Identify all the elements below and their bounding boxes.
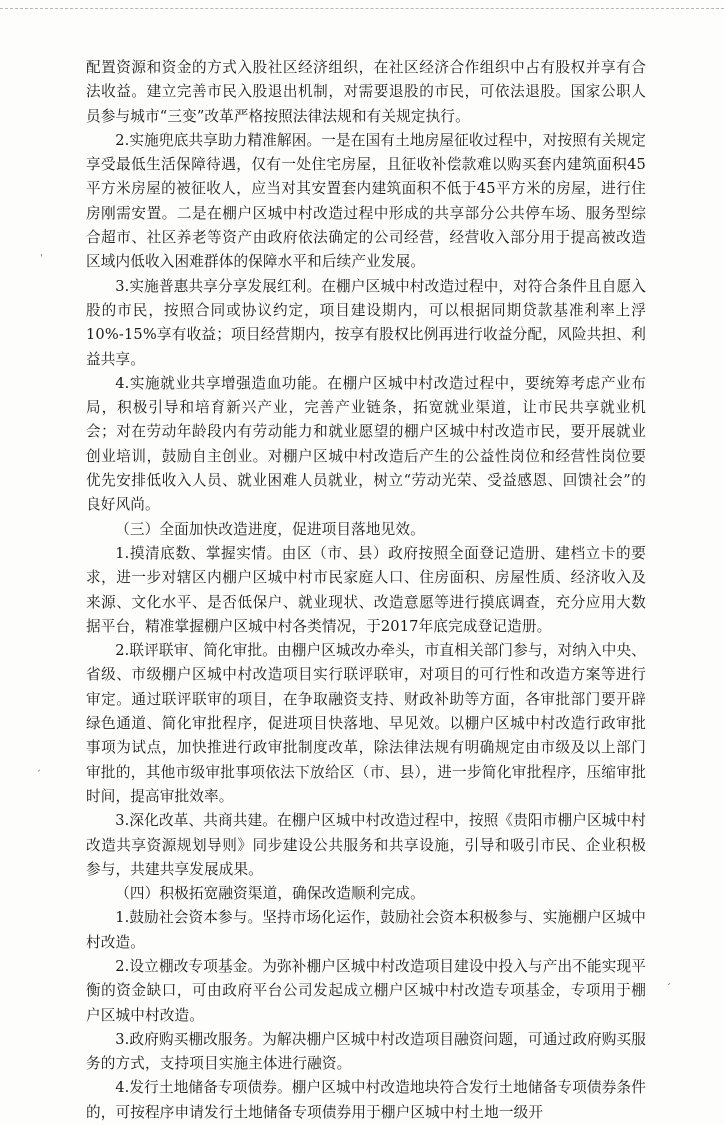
- paragraph-item-3-government-purchase: 3.政府购买棚改服务。为解决棚户区城中村改造项目融资问题，可通过政府购买服务的方式，支持项目实施主体进行融资。: [86, 1030, 646, 1073]
- document-page: [86, 56, 646, 1125]
- paragraph-item-4-special-bonds: 4.发行土地储备专项债券。棚户区城中村改造地块符合发行土地储备专项债券条件的，可按程序申请发行土地储备专项债券用于棚户区城中村土地一级开: [86, 1079, 646, 1121]
- paragraph-item-3-reform: 3.深化改革、共商共建。在棚户区城中村改造过程中，按照《贵阳市棚户区城中村改造共享资源规划导则》同步建设公共服务和共享设施，引导和吸引市民、企业积极参与，共建共享发展成果。: [86, 812, 646, 878]
- section-heading-3: （三）全面加快改造进度，促进项目落地见效。: [115, 520, 425, 538]
- paragraph-item-2-joint-review: 2.联评联审、简化审批。由棚户区城改办牵头，市直相关部门参与，对纳入中央、省级、市级棚户区城中村改造项目实行联评联审，对项目的可行性和改造方案等进行审定。通过联评联审的项目，在争取融资支持、财政补助等方面，各审批部门要开辟绿色通道、简化审批程序，促进项目快落地、早见效。以棚户区城中村改造行政审批事项为试点，加快推进行政审批制度改革，除法律法规有明确规定由市级及以上部门审批的，其他市级审批事项依法下放给区（市、县），进一步简化审批程序，压缩审批时间，提高审批效率。: [86, 642, 646, 805]
- paragraph-item-2-special-fund: 2.设立棚改专项基金。为弥补棚户区城中村改造项目建设中投入与产出不能实现平衡的资金缺口，可由政府平台公司发起成立棚户区城中村改造专项基金，专项用于棚户区城中村改造。: [86, 957, 646, 1024]
- paragraph-continuation: 配置资源和资金的方式入股社区经济组织，在社区经济合作组织中占有股权并享有合法收益。建立完善市民入股退出机制，对需要退股的市民，可依法退股。国家公职人员参与城市“三变”改革严格按照法律法规和有关规定执行。: [86, 59, 646, 125]
- scan-speck-mark: ˊ: [666, 983, 671, 994]
- paragraph-item-1-social-capital: 1.鼓励社会资本参与。坚持市场化运作，鼓励社会资本积极参与、实施棚户区城中村改造。: [86, 909, 646, 951]
- paragraph-item-4-employment-sharing: 4.实施就业共享增强造血功能。在棚户区城中村改造过程中，要统筹考虑产业布局，积极引导和培育新兴产业，完善产业链条，拓宽就业渠道，让市民共享就业机会；对在劳动年龄段内有劳动能力和就业愿望的棚户区城中村改造市民，要开展就业创业培训，鼓励自主创业。对棚户区城中村改造后产生的公益性岗位和经营性岗位要优先安排低收入人员、就业困难人员就业，树立“劳动光荣、受益感恩、回馈社会”的良好风尚。: [86, 374, 646, 514]
- paragraph-item-1-survey: 1.摸清底数、掌握实情。由区（市、县）政府按照全面登记造册、建档立卡的要求，进一步对辖区内棚户区城中村市民家庭人口、住房面积、房屋性质、经济收入及来源、文化水平、是否低保户、就业现状、改造意愿等进行摸底调查，充分应用大数据平台，精准掌握棚户区城中村各类情况，于2017年底完成登记造册。: [86, 544, 646, 635]
- scan-speck-mark: ˏ: [36, 761, 41, 772]
- scan-speck-mark: ˌ: [40, 247, 43, 258]
- paragraph-item-2-bottom-line-sharing: 2.实施兜底共享助力精准解困。一是在国有土地房屋征收过程中，对按照有关规定享受最低生活保障待遇，仅有一处住宅房屋，且征收补偿款难以购买套内建筑面积45平方米房屋的被征收人，应当对其安置套内建筑面积不低于45平方米的房屋，进行住房刚需安置。二是在棚户区城中村改造过程中形成的共享部分公共停车场、服务型综合超市、社区养老等资产由政府依法确定的公司经营，经营收入部分用于提高被改造区域内低收入困难群体的保障水平和后续产业发展。: [86, 131, 646, 271]
- paragraph-item-3-universal-sharing: 3.实施普惠共享分享发展红利。在棚户区城中村改造过程中，对符合条件且自愿入股的市民，按照合同或协议约定，项目建设期内，可以根据同期贷款基准利率上浮10%-15%享有收益；项目经营期内，按享有股权比例再进行收益分配，风险共担、利益共享。: [86, 277, 646, 368]
- scan-edge-line: [0, 8, 724, 9]
- section-heading-4: （四）积极拓宽融资渠道，确保改造顺利完成。: [115, 885, 425, 903]
